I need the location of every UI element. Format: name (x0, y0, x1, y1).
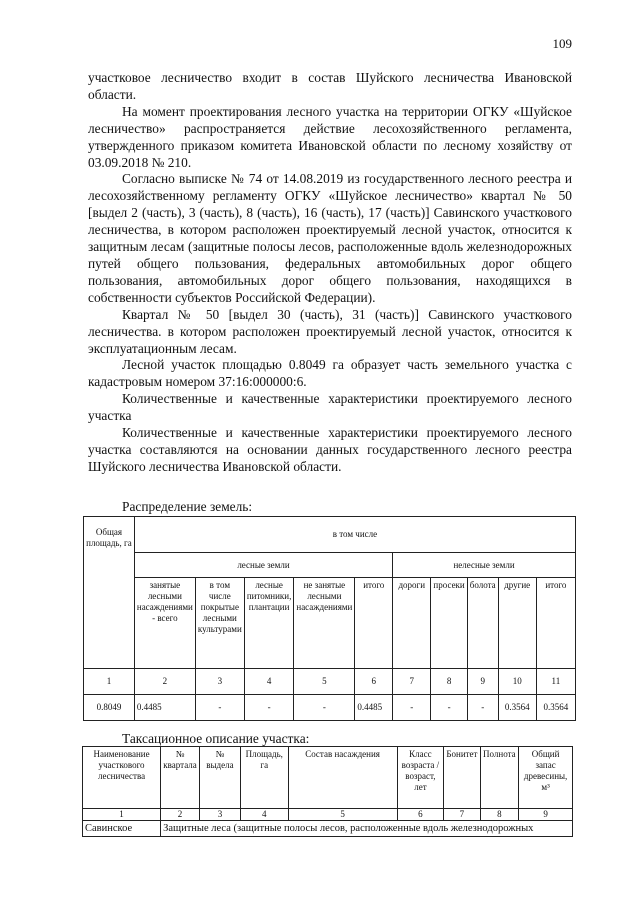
tax-number: 5 (288, 809, 397, 821)
col-header: другие (498, 578, 536, 669)
paragraph-1: участковое лесничество входит в состав Шуйского лесничества Ивановской области. (88, 70, 572, 102)
distribution-caption: Распределение земель: (122, 499, 253, 514)
col-number: 9 (467, 669, 498, 695)
col-number: 8 (431, 669, 467, 695)
taxation-caption: Таксационное описание участка: (122, 731, 310, 746)
paragraph-3: Согласно выписке № 74 от 14.08.2019 из государственного лесного реестра и лесохозяйственному регламенту ОГКУ «Шуйское лесничество» квартал № 50 [выдел 2 (часть), 3 (часть), 8 (часть), 16 (часть), 17 (часть)] Савинского участкового лесничества, в котором расположен проектируемый лесной участок, относится к защитным лесам (защитные полосы лесов, расположенные вдоль железнодорожных путей общего пользования, федеральных автомобильных дорог общего пользования, автомобильных дорог общего пользования, находящихся в собственности субъектов Российской Федерации). (88, 171, 572, 305)
col-number: 5 (294, 669, 355, 695)
paragraph-2: На момент проектирования лесного участка на территории ОГКУ «Шуйское лесничество» распространяется действие лесохозяйственного регламента, утвержденного приказом комитета Ивановской области по лесному хозяйству от 03.09.2018 № 210. (88, 103, 572, 170)
tax-number: 7 (444, 809, 480, 821)
cell-value: 0.4485 (134, 695, 195, 721)
col-number: 3 (195, 669, 244, 695)
cell-value: 0.3564 (536, 695, 575, 721)
tax-forestry-name: Савинское (83, 821, 161, 837)
cell-value: - (393, 695, 431, 721)
cell-value: - (195, 695, 244, 721)
tax-header: Общий запас древесины, м³ (519, 747, 573, 809)
col-header: в том числе покрытые лесными культурами (195, 578, 244, 669)
cell-value: - (244, 695, 294, 721)
col-header: итого (536, 578, 575, 669)
col-number: 10 (498, 669, 536, 695)
cell-value: 0.4485 (355, 695, 393, 721)
col-number: 1 (84, 669, 135, 695)
tax-number: 4 (240, 809, 288, 821)
paragraph-4: Квартал № 50 [выдел 30 (часть), 31 (часть)] Савинского участкового лесничества. в котором расположен проектируемый лесной участок, относится к эксплуатационным лесам. (88, 306, 572, 356)
tax-number: 8 (480, 809, 519, 821)
tax-number: 6 (397, 809, 444, 821)
paragraph-6: Количественные и качественные характеристики проектируемого лесного участка (88, 391, 572, 424)
paragraph-5: Лесной участок площадью 0.8049 га образует часть земельного участка с кадастровым номером 37:16:000000:6. (88, 357, 572, 390)
taxation-table (82, 746, 573, 837)
paragraph-7: Количественные и качественные характеристики проектируемого лесного участка составляются на основании данных государственного лесного реестра Шуйского лесничества Ивановской области. (88, 425, 572, 474)
col-number: 11 (536, 669, 575, 695)
header-including: в том числе (134, 517, 575, 553)
col-header: дороги (393, 578, 431, 669)
cell-value: 0.3564 (498, 695, 536, 721)
page-number: 109 (552, 36, 572, 51)
header-nonforest-lands: нелесные земли (393, 553, 576, 578)
tax-header: Класс возраста / возраст, лет (397, 747, 444, 809)
col-header: итого (355, 578, 393, 669)
tax-number: 1 (83, 809, 161, 821)
cell-value: 0.8049 (84, 695, 135, 721)
tax-number: 3 (199, 809, 240, 821)
cell-value: - (294, 695, 355, 721)
land-distribution-table (83, 516, 576, 721)
tax-header: Наименование участкового лесничества (83, 747, 161, 809)
col-number: 2 (134, 669, 195, 695)
header-total-area: Общая площадь, га (84, 517, 135, 669)
tax-number: 9 (519, 809, 573, 821)
tax-header: Состав насаждения (288, 747, 397, 809)
tax-header: Полнота (480, 747, 519, 809)
col-number: 7 (393, 669, 431, 695)
cell-value: - (431, 695, 467, 721)
col-number: 4 (244, 669, 294, 695)
document-body (88, 70, 572, 476)
tax-header: Бонитет (444, 747, 480, 809)
tax-header: Площадь, га (240, 747, 288, 809)
tax-header: № выдела (199, 747, 240, 809)
header-forest-lands: лесные земли (134, 553, 392, 578)
col-header: болота (467, 578, 498, 669)
col-header: не занятые лесными насаждениями (294, 578, 355, 669)
col-number: 6 (355, 669, 393, 695)
col-header: занятые лесными насаждениями - всего (134, 578, 195, 669)
col-header: просеки (431, 578, 467, 669)
tax-protective-text: Защитные леса (защитные полосы лесов, расположенные вдоль железнодорожных (161, 821, 573, 837)
tax-header: № квартала (161, 747, 200, 809)
tax-number: 2 (161, 809, 200, 821)
col-header: лесные питомники, плантации (244, 578, 294, 669)
cell-value: - (467, 695, 498, 721)
